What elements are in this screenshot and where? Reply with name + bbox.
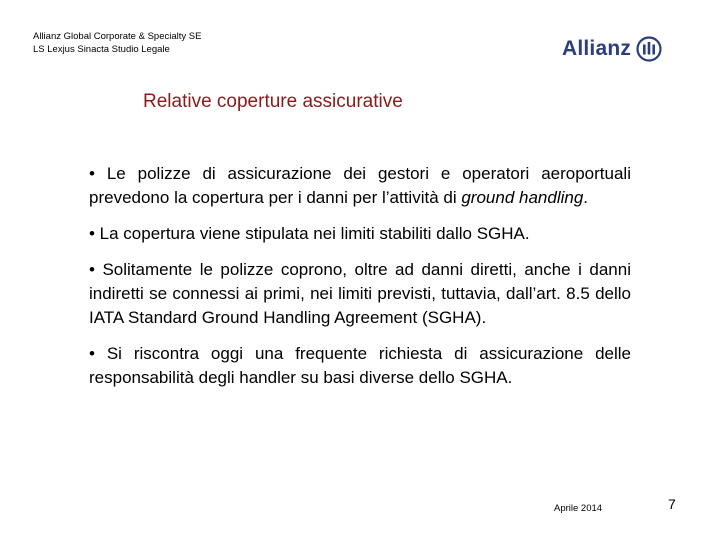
bullet-4: • Si riscontra oggi una frequente richiesta di assicurazione delle responsabilità degli handler su basi diverse dello SGHA. xyxy=(89,344,631,387)
company-line-2: LS Lexjus Sinacta Studio Legale xyxy=(33,44,170,55)
company-line-1: Allianz Global Corporate & Specialty SE xyxy=(33,31,202,42)
bullet-1 xyxy=(89,162,631,210)
bullet-1-text: • Le polizze di assicurazione dei gestori e operatori aeroportuali prevedono la copertura per i danni per l’attività di xyxy=(89,164,631,207)
bullet-2: • La copertura viene stipulata nei limiti stabiliti dallo SGHA. xyxy=(89,224,530,243)
allianz-eagle-icon xyxy=(636,36,662,62)
page-number: 7 xyxy=(668,496,676,512)
bullet-1-end: . xyxy=(583,188,589,207)
slide-body xyxy=(89,162,631,402)
footer-date: Aprile 2014 xyxy=(554,503,603,514)
logo-text: Allianz xyxy=(562,37,632,60)
allianz-logo xyxy=(562,36,662,62)
bullet-3: • Solitamente le polizze coprono, oltre ad danni diretti, anche i danni indiretti se connessi ai primi, nei limiti previsti, tuttavia, dall’art. 8.5 dello IATA Standard Ground Handling Agreement (SGHA). xyxy=(89,260,631,327)
bullet-1-italic: ground handling xyxy=(461,188,584,207)
header-company-info xyxy=(33,30,201,56)
slide-title: Relative coperture assicurative xyxy=(143,91,403,112)
